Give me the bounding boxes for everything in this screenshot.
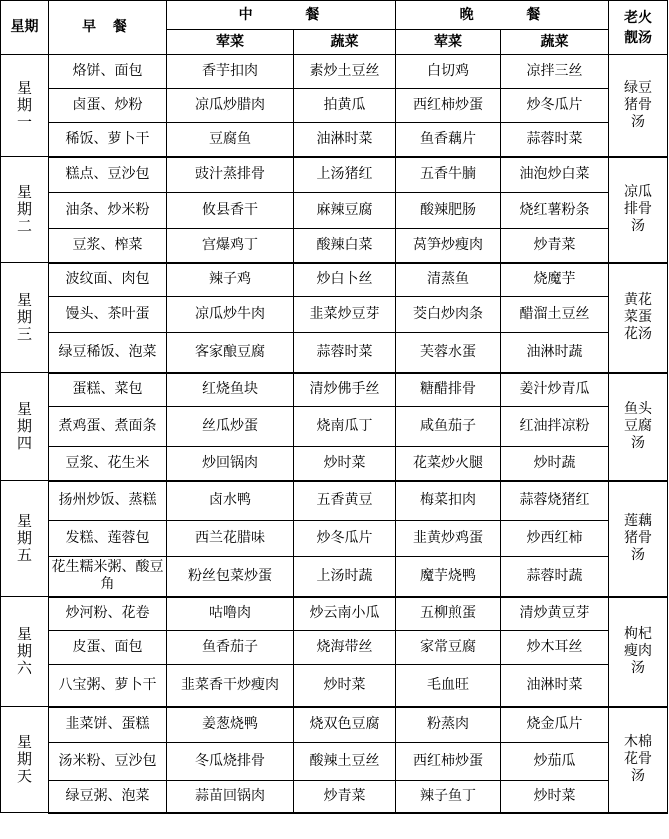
dinner-veg-cell: 蒜蓉时蔬 [501,557,609,597]
dinner-veg-cell: 醋溜土豆丝 [501,297,609,333]
dinner-veg-cell: 烧魔芋 [501,263,609,297]
lunch-veg-cell: 上汤猪红 [294,157,396,193]
menu-row [1,447,668,481]
dinner-veg-cell: 凉拌三丝 [501,55,609,89]
lunch-veg-cell: 五香黄豆 [294,481,396,521]
day-name: 星 期 天 [16,733,32,785]
dinner-veg-cell: 姜汁炒青瓜 [501,373,609,407]
dinner-veg-cell: 红油拌凉粉 [501,407,609,447]
menu-row [1,123,668,157]
lunch-meat-cell: 韭菜香干炒瘦肉 [167,665,294,707]
header-soup: 老火 靓汤 [609,1,668,55]
lunch-meat-cell: 姜葱烧鸭 [167,707,294,743]
breakfast-cell: 蛋糕、菜包 [49,373,167,407]
breakfast-cell: 烙饼、面包 [49,55,167,89]
dinner-veg-cell: 炒木耳丝 [501,631,609,665]
breakfast-cell: 豆浆、榨菜 [49,229,167,263]
menu-row [1,333,668,373]
menu-body [1,55,668,813]
lunch-meat-cell: 蒜苗回锅肉 [167,781,294,813]
breakfast-cell: 扬州炒饭、蒸糕 [49,481,167,521]
day-label [1,157,49,263]
day-name: 星 期 五 [16,512,32,564]
breakfast-cell: 波纹面、肉包 [49,263,167,297]
lunch-veg-cell: 炒冬瓜片 [294,521,396,557]
lunch-veg-cell: 韭菜炒豆芽 [294,297,396,333]
dinner-meat-cell: 花菜炒火腿 [396,447,501,481]
breakfast-cell: 发糕、莲蓉包 [49,521,167,557]
dinner-veg-cell: 炒时蔬 [501,447,609,481]
day-name: 星 期 二 [16,183,32,235]
lunch-veg-cell: 酸辣土豆丝 [294,743,396,781]
lunch-meat-cell: 卤水鸭 [167,481,294,521]
lunch-meat-cell: 粉丝包菜炒蛋 [167,557,294,597]
dinner-meat-cell: 西红柿炒蛋 [396,89,501,123]
dinner-meat-cell: 莴笋炒瘦肉 [396,229,501,263]
dinner-veg-cell: 烧红薯粉条 [501,193,609,229]
dinner-meat-cell: 鱼香藕片 [396,123,501,157]
lunch-veg-cell: 炒云南小瓜 [294,597,396,631]
day-label [1,597,49,707]
header-dinner: 晚 餐 [396,1,609,30]
lunch-meat-cell: 宫爆鸡丁 [167,229,294,263]
day-name: 星 期 一 [16,79,32,131]
lunch-veg-cell: 清炒佛手丝 [294,373,396,407]
menu-row [1,707,668,743]
breakfast-cell: 绿豆稀饭、泡菜 [49,333,167,373]
lunch-meat-cell: 辣子鸡 [167,263,294,297]
menu-row [1,743,668,781]
dinner-veg-cell: 烧金瓜片 [501,707,609,743]
header-row-1 [1,1,668,30]
breakfast-cell: 花生糯米粥、酸豆角 [49,557,167,597]
breakfast-cell: 皮蛋、面包 [49,631,167,665]
breakfast-cell: 炒河粉、花卷 [49,597,167,631]
day-label [1,55,49,157]
lunch-veg-cell: 烧海带丝 [294,631,396,665]
menu-row [1,665,668,707]
lunch-veg-cell: 油淋时菜 [294,123,396,157]
dinner-meat-cell: 韭黄炒鸡蛋 [396,521,501,557]
breakfast-cell: 豆浆、花生米 [49,447,167,481]
dinner-veg-cell: 炒时菜 [501,781,609,813]
soup-cell [609,373,668,481]
lunch-meat-cell: 豆腐鱼 [167,123,294,157]
day-label [1,481,49,597]
header-day: 星期 [1,1,49,55]
day-name: 星 期 四 [16,400,32,452]
dinner-veg-cell: 炒冬瓜片 [501,89,609,123]
menu-row [1,89,668,123]
soup-name: 黄花 菜蛋 花汤 [624,292,652,342]
header-lunch-meat: 荤菜 [167,30,294,55]
soup-cell [609,263,668,373]
lunch-veg-cell: 素炒土豆丝 [294,55,396,89]
breakfast-cell: 稀饭、萝卜干 [49,123,167,157]
dinner-veg-cell: 炒西红柿 [501,521,609,557]
menu-row [1,229,668,263]
soup-cell [609,157,668,263]
lunch-meat-cell: 冬瓜烧排骨 [167,743,294,781]
soup-name: 莲藕 猪骨 汤 [624,513,652,563]
breakfast-cell: 馒头、茶叶蛋 [49,297,167,333]
dinner-veg-cell: 油淋时菜 [501,665,609,707]
lunch-meat-cell: 香芋扣肉 [167,55,294,89]
breakfast-cell: 卤蛋、炒粉 [49,89,167,123]
menu-row [1,597,668,631]
dinner-meat-cell: 白切鸡 [396,55,501,89]
lunch-meat-cell: 豉汁蒸排骨 [167,157,294,193]
menu-row [1,481,668,521]
dinner-veg-cell: 油泡炒白菜 [501,157,609,193]
menu-row [1,193,668,229]
lunch-veg-cell: 炒青菜 [294,781,396,813]
lunch-meat-cell: 客家酿豆腐 [167,333,294,373]
dinner-meat-cell: 梅菜扣肉 [396,481,501,521]
dinner-meat-cell: 酸辣肥肠 [396,193,501,229]
dinner-meat-cell: 茭白炒肉条 [396,297,501,333]
lunch-meat-cell: 鱼香茄子 [167,631,294,665]
menu-row [1,631,668,665]
dinner-meat-cell: 五香牛腩 [396,157,501,193]
day-name: 星 期 六 [16,625,32,677]
lunch-veg-cell: 拍黄瓜 [294,89,396,123]
lunch-veg-cell: 烧南瓜丁 [294,407,396,447]
header-breakfast: 早 餐 [49,1,167,55]
dinner-meat-cell: 辣子鱼丁 [396,781,501,813]
lunch-meat-cell: 攸县香干 [167,193,294,229]
dinner-meat-cell: 五柳煎蛋 [396,597,501,631]
soup-name: 木棉 花骨 汤 [624,734,652,784]
dinner-meat-cell: 芙蓉水蛋 [396,333,501,373]
lunch-veg-cell: 蒜蓉时菜 [294,333,396,373]
dinner-meat-cell: 魔芋烧鸭 [396,557,501,597]
breakfast-cell: 绿豆粥、泡菜 [49,781,167,813]
menu-row [1,297,668,333]
header-dinner-meat: 荤菜 [396,30,501,55]
breakfast-cell: 糕点、豆沙包 [49,157,167,193]
breakfast-cell: 汤米粉、豆沙包 [49,743,167,781]
menu-row [1,55,668,89]
day-label [1,263,49,373]
lunch-meat-cell: 咕噜肉 [167,597,294,631]
menu-row [1,407,668,447]
dinner-meat-cell: 咸鱼茄子 [396,407,501,447]
header-lunch: 中 餐 [167,1,396,30]
dinner-veg-cell: 蒜蓉时菜 [501,123,609,157]
soup-name: 鱼头 豆腐 汤 [624,401,652,451]
dinner-meat-cell: 糖醋排骨 [396,373,501,407]
lunch-veg-cell: 烧双色豆腐 [294,707,396,743]
breakfast-cell: 韭菜饼、蛋糕 [49,707,167,743]
soup-cell [609,481,668,597]
menu-row [1,781,668,813]
soup-name: 凉瓜 排骨 汤 [624,184,652,234]
lunch-meat-cell: 凉瓜炒腊肉 [167,89,294,123]
menu-row [1,157,668,193]
day-label [1,707,49,813]
breakfast-cell: 煮鸡蛋、煮面条 [49,407,167,447]
lunch-veg-cell: 炒时菜 [294,447,396,481]
lunch-veg-cell: 麻辣豆腐 [294,193,396,229]
lunch-meat-cell: 红烧鱼块 [167,373,294,407]
dinner-veg-cell: 油淋时蔬 [501,333,609,373]
soup-cell [609,597,668,707]
header-lunch-veg: 蔬菜 [294,30,396,55]
dinner-meat-cell: 清蒸鱼 [396,263,501,297]
lunch-meat-cell: 西兰花腊味 [167,521,294,557]
header-dinner-veg: 蔬菜 [501,30,609,55]
lunch-meat-cell: 凉瓜炒牛肉 [167,297,294,333]
soup-name: 枸杞 瘦肉 汤 [624,626,652,676]
lunch-veg-cell: 上汤时蔬 [294,557,396,597]
day-label [1,373,49,481]
dinner-veg-cell: 炒青菜 [501,229,609,263]
soup-cell [609,707,668,813]
dinner-meat-cell: 家常豆腐 [396,631,501,665]
day-name: 星 期 三 [16,291,32,343]
dinner-meat-cell: 毛血旺 [396,665,501,707]
menu-row [1,373,668,407]
dinner-veg-cell: 炒茄瓜 [501,743,609,781]
menu-row [1,557,668,597]
dinner-meat-cell: 粉蒸肉 [396,707,501,743]
menu-row [1,521,668,557]
lunch-veg-cell: 炒时菜 [294,665,396,707]
dinner-meat-cell: 西红柿炒蛋 [396,743,501,781]
soup-name: 绿豆 猪骨 汤 [624,79,652,130]
lunch-veg-cell: 炒白卜丝 [294,263,396,297]
lunch-meat-cell: 炒回锅肉 [167,447,294,481]
dinner-veg-cell: 蒜蓉烧猪红 [501,481,609,521]
breakfast-cell: 八宝粥、萝卜干 [49,665,167,707]
lunch-meat-cell: 丝瓜炒蛋 [167,407,294,447]
lunch-veg-cell: 酸辣白菜 [294,229,396,263]
breakfast-cell: 油条、炒米粉 [49,193,167,229]
menu-row [1,263,668,297]
dinner-veg-cell: 清炒黄豆芽 [501,597,609,631]
soup-cell [609,55,668,157]
